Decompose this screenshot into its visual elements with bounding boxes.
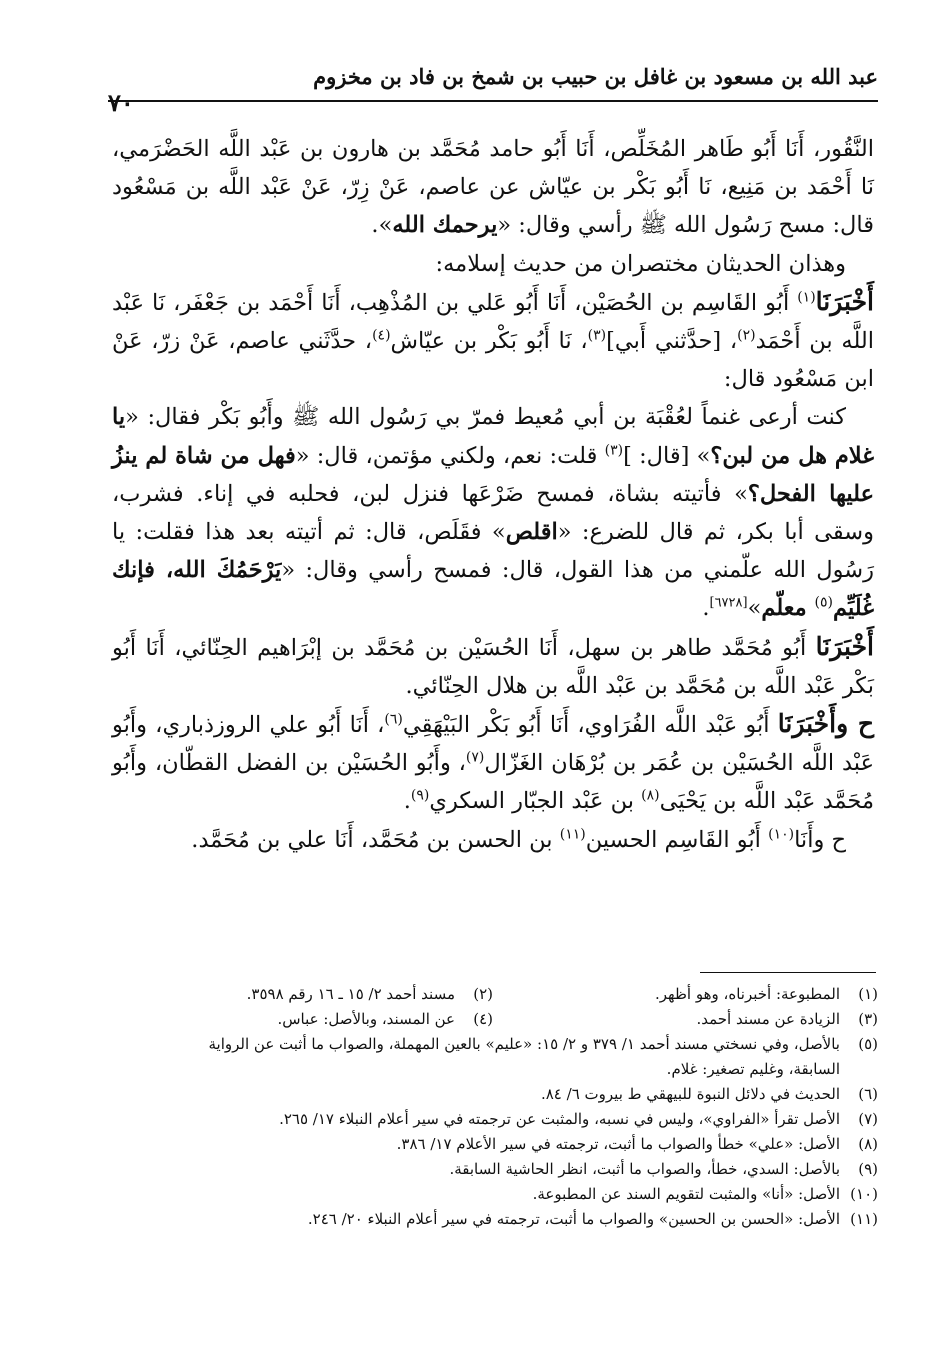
hadith-number: [٦٧٢٨] (709, 595, 748, 611)
page-header (108, 60, 878, 117)
header-rule (108, 100, 878, 102)
footnote-2: (٢)مسند أحمد ٢/ ١٥ ـ ١٦ رقم ٣٥٩٨. (246, 985, 493, 1003)
footnote-ref: (٣) (587, 327, 607, 344)
footnote-11: (١١)الأصل: «الحسن بن الحسين» والصواب ما أثبت، ترجمته في سير أعلام النبلاء ٢٠/ ٢٤٦. (307, 1210, 878, 1228)
footnote-row (108, 1007, 878, 1032)
footnote-9: (٩)بالأصل: السدي، خطأ، والصواب ما أثبت، انظر الحاشية السابقة. (449, 1160, 878, 1178)
hadith-quote: يَرْحَمُكَ الله، فإنك غُلَيِّم (112, 557, 874, 622)
lead-word: ح وأَخْبَرَنَا (777, 709, 874, 739)
footnote-ref: (١١) (559, 826, 586, 843)
footnote-ref: (٣) (604, 442, 624, 459)
paragraph-3: أَخْبَرَنَا$^{(١)}$ أَبُو القَاسِم بن الحُصَيْن، أَنَا أَبُو عَلي بن المُذْهِب، أَنَا أَحْمَد بن جَعْفَر، نَا عَبْد اللَّه بن أَحْمَد$^{(٢)}$، [حدَّثني أَبي]$^{(٣)}$، نَا أَبُو بَكْر بن عيّاش$^{(٤)}$، حدَّثَني عاصم، عَنْ زرّ، عَنْ ابن مَسْعُود قال: (112, 286, 874, 393)
footnote-ref: (٥) (814, 594, 834, 611)
hadith-quote: فهل من شاة لم ينزُ عليها الفحل؟ (112, 442, 875, 507)
footnote-4: (٤)عن المسند، وبالأصل: عباس. (277, 1010, 493, 1028)
footnote-ref: (٩) (410, 787, 430, 804)
footnote-ref: (٧) (465, 749, 485, 766)
lead-word: أَخْبَرَنَا (815, 631, 874, 661)
footnote-10: (١٠)الأصل: «أنا» والمثبت لتقويم السند عن المطبوعة. (532, 1185, 878, 1203)
footnote-7: (٧)الأصل تقرأ «الفراوي»، وليس في نسبه، والمثبت عن ترجمته في سير أعلام النبلاء ١٧/ ٢٦٥. (279, 1110, 878, 1128)
footnote-ref: (٨) (641, 787, 660, 804)
footnotes (108, 982, 878, 1232)
footnote-ref: (٤) (372, 327, 391, 344)
footnote-ref: (٢) (737, 327, 756, 344)
body-text (112, 130, 874, 859)
hadith-quote: معلّم (761, 595, 815, 622)
paragraph-5: أَخْبَرَنَا أَبُو مُحَمَّد طاهر بن سهل، أَنَا الحُسَيْن بن مُحَمَّد بن إبْرَاهيم الحِنّائي، أَنَا أَبُو بَكْر عَبْد اللَّه بن مُحَمَّد بن عَبْد اللَّه بن هلال الحِنّائي. (112, 631, 874, 699)
footnote-6: (٦)الحديث في دلائل النبوة للبيهقي ط بيروت ٦/ ٨٤. (540, 1085, 878, 1103)
paragraph-2: وهذان الحديثان مختصران من حديث إسلامه: (435, 250, 846, 277)
footnote-3: (٣)الزيادة عن مسند أحمد. (696, 1010, 878, 1028)
running-title: عبد الله بن مسعود بن غافل بن حبيب بن شمخ بن فاد بن مخزوم (313, 64, 878, 89)
footnote-ref: (١٠) (768, 826, 795, 843)
paragraph-7: ح وأَنَا$^{(١٠)}$ أَبُو القَاسِم الحسين$^{(١١)}$ بن الحسن بن مُحَمَّد، أَنَا علي بن مُحَمَّد. (191, 826, 846, 853)
footnote-ref: (١) (797, 289, 816, 306)
page-number: ٧٠ (108, 88, 134, 117)
paragraph-1: النَّقُور، أَنَا أَبُو طَاهر المُخَلِّص، أَنَا أَبُو حامد مُحَمَّد بن هارون بن عَبْد اللَّه الحَضْرَمي، نَا أَحْمَد بن مَنِيع، نَا أَبُو بَكْر بن عيّاش عن عاصم، عَنْ زِرّ، عَنْ عَبْد اللَّه بن مَسْعُود قال: مسح رَسُول الله ﷺ رأسي وقال: «يرحمك الله». (112, 136, 874, 239)
hadith-quote: اقلص (505, 519, 558, 546)
footnote-5-continuation: السابقة، وغليم تصغير: غلام. (666, 1060, 840, 1078)
footnote-1: (١)المطبوعة: أخبرناه، وهو أظهر. (655, 985, 878, 1003)
footnote-8: (٨)الأصل: «علي» خطأ والصواب ما أثبت، ترجمته في سير الأعلام ١٧/ ٣٨٦. (396, 1135, 878, 1153)
hadith-quote: يرحمك الله (392, 212, 498, 239)
footnote-row (108, 982, 878, 1007)
footnote-ref: (٦) (384, 711, 403, 728)
paragraph-6: ح وأَخْبَرَنَا أَبُو عَبْد اللَّه الفُرَاوي، أَنَا أَبُو بَكْر البَيْهَقِي$^{(٦)}$، أَنَا أَبُو علي الروزذباري، وأَبُو عَبْد اللَّه الحُسَيْن بن عُمَر بن بُرْهَان الغَزّال$^{(٧)}$، وأَبُو الحُسَيْن بن الفضل القطّان، وأَبُو مُحَمَّد عَبْد اللَّه بن يَحْيَى$^{(٨)}$ بن عَبْد الجبّار السكري$^{(٩)}$. (112, 709, 874, 815)
paragraph-4: كنت أرعى غنماً لعُقْبَة بن أبي مُعيط فمرّ بي رَسُول الله ﷺ وأَبُو بَكْر فقال: «يا غلام هل من لبن؟» [قال: ]$^{(٣)}$ قلت: نعم، ولكني مؤتمن، قال: «فهل من شاة لم ينزُ عليها الفحل؟» فأتيته بشاة، فمسح ضَرْعَها فنزل لبن، فحلبه في إناء. فشرب، وسقى أبا بكر، ثم قال للضرع: «اقلص» فقَلَص، قال: ثم أتيته بعد هذا فقلت: يا رَسُول الله علّمني من هذا القول، قال: فمسح رأسي وقال: «يَرْحَمُكَ الله، فإنك غُلَيِّم$^{(٥)}$ معلّم»[٦٧٢٨]. (112, 404, 875, 622)
footnote-rule (700, 972, 876, 973)
hadith-quote: يا غلام هل من لبن؟ (112, 404, 874, 469)
footnote-5: (٥)بالأصل، وفي نسختي مسند أحمد ١/ ٣٧٩ و ٢/ ١٥: «عليم» بالعين المهملة، والصواب ما أثبت عن الرواية (208, 1035, 878, 1053)
lead-word: أَخْبَرَنَا (815, 286, 874, 316)
